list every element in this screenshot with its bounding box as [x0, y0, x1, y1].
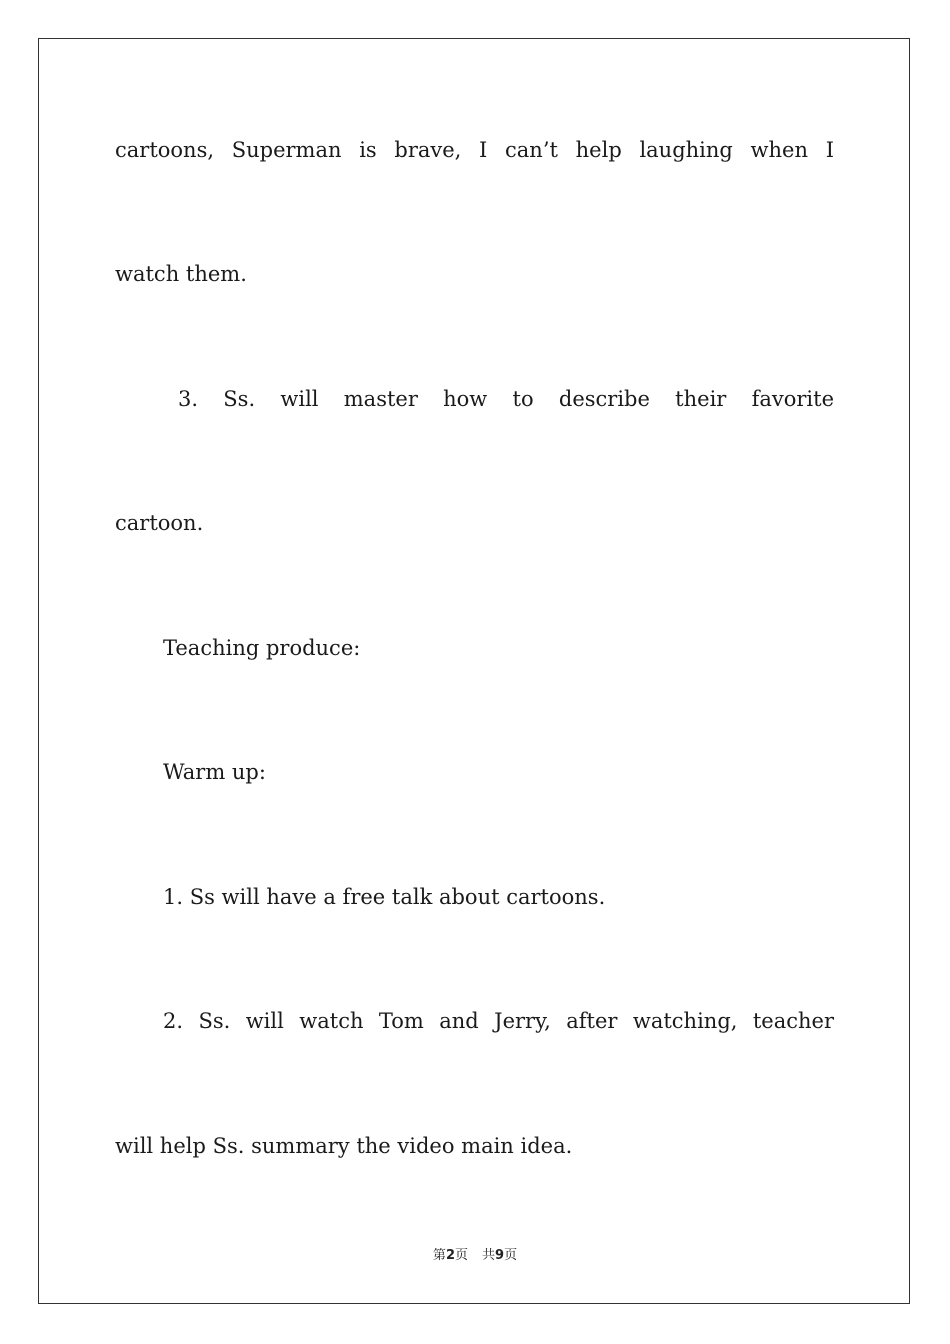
text-line-9: will help Ss. summary the video main idea.	[115, 1134, 573, 1158]
total-pages: 9	[495, 1248, 505, 1263]
section-heading-warm-up: Warm up:	[163, 760, 266, 784]
page-suffix: 页	[454, 1248, 468, 1263]
text-line-8: 2. Ss. will watch Tom and Jerry, after watching, teacher	[163, 1009, 834, 1033]
text-line-1: cartoons, Superman is brave, I can’t help laughing when I	[115, 138, 834, 162]
total-prefix: 共	[482, 1248, 496, 1263]
text-line-7: 1. Ss will have a free talk about cartoons.	[163, 885, 606, 909]
page-prefix: 第	[432, 1248, 446, 1263]
page-footer	[0, 1247, 950, 1265]
section-heading-teaching-produce: Teaching produce:	[163, 636, 361, 660]
text-line-3: 3. Ss. will master how to describe their favorite	[178, 387, 834, 411]
page-number: 2	[445, 1248, 455, 1263]
text-line-4: cartoon.	[115, 511, 204, 535]
text-line-2: watch them.	[115, 262, 247, 286]
page-frame	[38, 38, 910, 1304]
total-suffix: 页	[504, 1248, 518, 1263]
